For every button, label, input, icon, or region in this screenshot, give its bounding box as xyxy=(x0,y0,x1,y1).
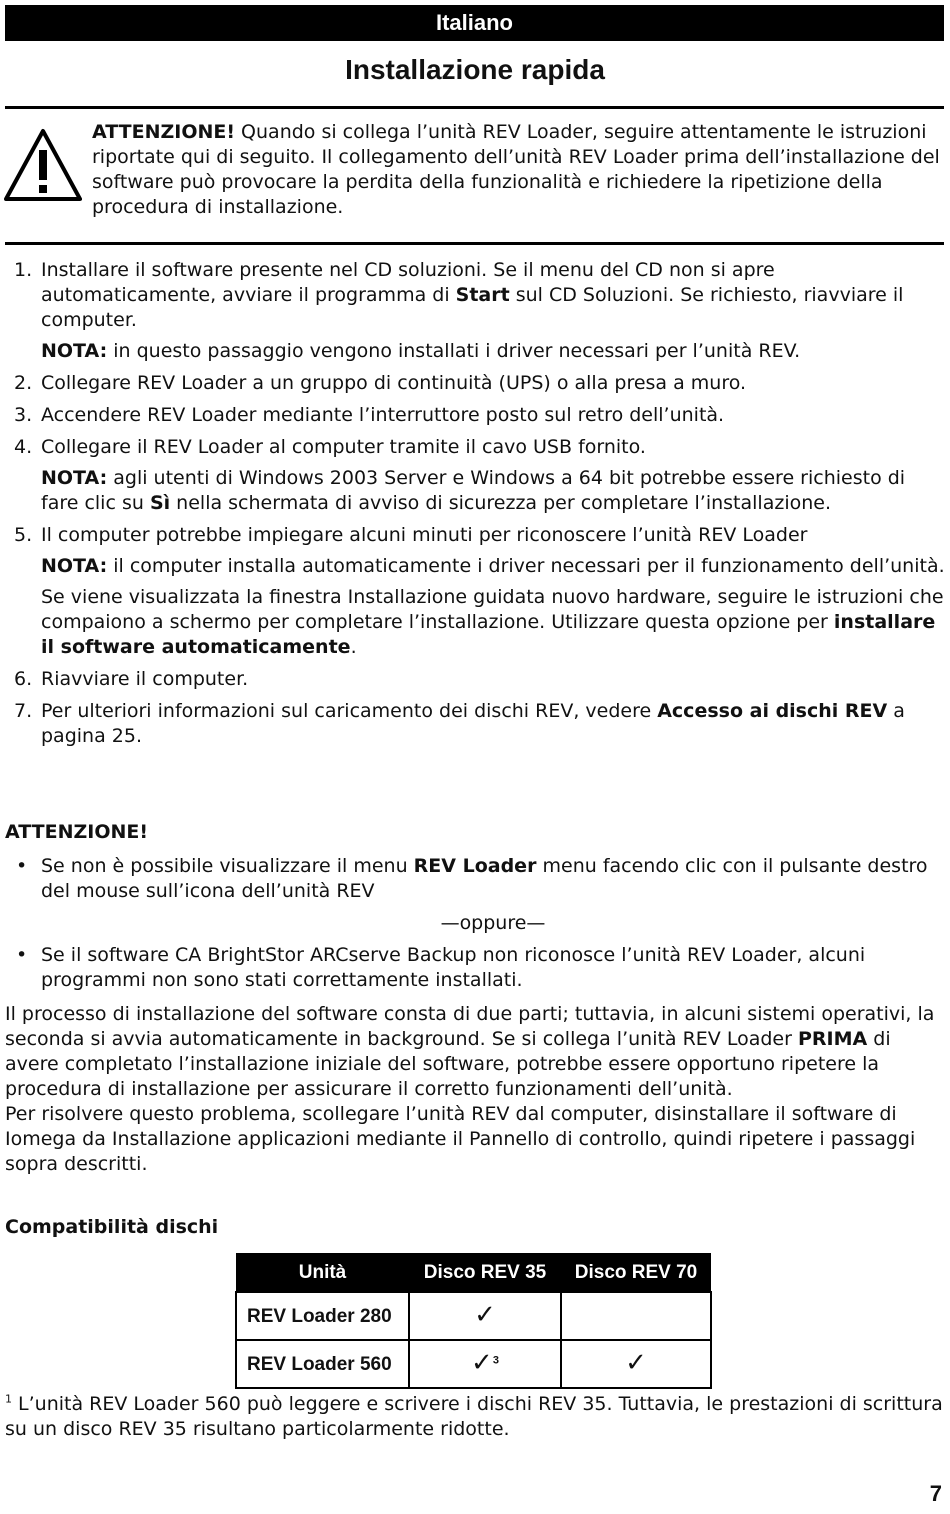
column-header: Unità xyxy=(236,1253,409,1292)
step-text: Collegare il REV Loader al computer tramite il cavo USB fornito. xyxy=(41,436,646,458)
check-icon: ✓ xyxy=(474,1299,496,1329)
paragraph-emphasis: PRIMA xyxy=(797,1028,868,1050)
step-4-note xyxy=(5,466,945,516)
step-5-extra xyxy=(5,585,945,660)
step-number: 2. xyxy=(14,372,33,394)
step-text: Collegare REV Loader a un gruppo di continuità (UPS) o alla presa a muro. xyxy=(41,372,747,394)
compatibility-heading: Compatibilità dischi xyxy=(5,1216,219,1238)
note-text: agli utenti di Windows 2003 Server e Windows a 64 bit potrebbe essere richiesto di fare clic su xyxy=(41,467,906,514)
install-steps xyxy=(5,258,945,756)
step-5 xyxy=(5,523,945,548)
note-label: NOTA: xyxy=(41,555,108,577)
step-number: 7. xyxy=(14,700,33,722)
attention-bullet-2 xyxy=(5,943,945,993)
table-row xyxy=(236,1292,711,1340)
check-icon: ✓ xyxy=(471,1347,493,1377)
row-name: REV Loader 280 xyxy=(236,1292,409,1340)
oppure-separator: —oppure— xyxy=(440,912,546,934)
step-number: 3. xyxy=(14,404,33,426)
divider-top xyxy=(5,106,944,109)
footnote-mark: 1 xyxy=(5,1392,12,1406)
note-text: nella schermata di avviso di sicurezza per completare l’installazione. xyxy=(170,492,832,514)
step-text: Accendere REV Loader mediante l’interruttore posto sul retro dell’unità. xyxy=(41,404,725,426)
column-header: Disco REV 70 xyxy=(561,1253,711,1292)
note-text: . xyxy=(350,636,357,658)
row-name: REV Loader 560 xyxy=(236,1340,409,1388)
step-link-text: Accesso ai dischi REV xyxy=(657,700,888,722)
note-label: NOTA: xyxy=(41,340,108,362)
check-cell xyxy=(409,1340,561,1388)
warning-body: Quando si collega l’unità REV Loader, seguire attentamente le istruzioni riportate qui di seguito. Il collegamento dell’unità REV Loader prima dell’installazione del software può provocare la perdita della funzionalità e richiedere la ripetizione della procedura di installazione. xyxy=(92,121,940,218)
attention-bullet-1 xyxy=(5,854,945,904)
step-2 xyxy=(5,371,945,396)
page-number: 7 xyxy=(929,1481,942,1506)
step-text: Per ulteriori informazioni sul caricamento dei dischi REV, vedere xyxy=(41,700,658,722)
footnote-text: L’unità REV Loader 560 può leggere e scrivere i dischi REV 35. Tuttavia, le prestazioni di scrittura su un disco REV 35 risultano particolarmente ridotte. xyxy=(5,1393,943,1440)
table-row xyxy=(236,1340,711,1388)
language-banner: Italiano xyxy=(5,5,944,41)
note-label: NOTA: xyxy=(41,467,108,489)
table-header-row xyxy=(236,1253,711,1292)
paragraph-text: Il processo di installazione del software consta di due parti; tuttavia, in alcuni sistemi operativi, la seconda si avvia automaticamente in background. Se si collega l’unità REV Loader xyxy=(5,1003,935,1050)
bullet-text: Se non è possibile visualizzare il menu xyxy=(41,855,414,877)
step-1 xyxy=(5,258,945,333)
divider-warning xyxy=(5,242,944,245)
compatibility-table xyxy=(235,1253,712,1389)
explanation-paragraph xyxy=(5,1002,945,1177)
column-header: Disco REV 35 xyxy=(409,1253,561,1292)
step-text: Riavviare il computer. xyxy=(41,668,249,690)
note-text: Se viene visualizzata la finestra Installazione guidata nuovo hardware, seguire le istruzioni che compaiono a schermo per completare l’installazione. Utilizzare questa opzione per xyxy=(41,586,944,633)
bullet-text: menu facendo clic con il pulsante destro del mouse sull’icona dell’unità REV xyxy=(41,855,928,902)
note-text: in questo passaggio vengono installati i driver necessari per l’unità REV. xyxy=(107,340,801,362)
step-text: sul CD Soluzioni. Se richiesto, riavviare il computer. xyxy=(41,284,904,331)
paragraph-text: di avere completato l’installazione iniziale del software, potrebbe essere opportuno ripetere la procedura di installazione per assicurare il corretto funzionamenti dell’unità. xyxy=(5,1028,891,1100)
check-sup: 3 xyxy=(492,1354,499,1367)
step-emphasis: Start xyxy=(455,284,510,306)
step-number: 6. xyxy=(14,668,33,690)
attention-heading: ATTENZIONE! xyxy=(5,821,149,843)
step-text: Il computer potrebbe impiegare alcuni minuti per riconoscere l’unità REV Loader xyxy=(41,524,808,546)
step-4 xyxy=(5,435,945,460)
step-3 xyxy=(5,403,945,428)
step-number: 4. xyxy=(14,436,33,458)
step-number: 1. xyxy=(14,259,33,281)
footnote xyxy=(5,1392,945,1442)
check-cell xyxy=(561,1292,711,1340)
check-cell xyxy=(409,1292,561,1340)
step-7 xyxy=(5,699,945,749)
note-emphasis: installare il software automaticamente xyxy=(41,611,936,658)
check-icon: ✓ xyxy=(625,1347,647,1377)
warning-label: ATTENZIONE! xyxy=(92,121,236,143)
step-5-note xyxy=(5,554,945,579)
step-text: a pagina 25. xyxy=(41,700,905,747)
note-text: il computer installa automaticamente i driver necessari per il funzionamento dell’unità. xyxy=(107,555,945,577)
paragraph-1 xyxy=(5,1002,945,1102)
page-title: Installazione rapida xyxy=(345,54,605,85)
bullet-emphasis: REV Loader xyxy=(413,855,537,877)
warning-text xyxy=(92,120,944,220)
step-6 xyxy=(5,667,945,692)
bullet-text: Se il software CA BrightStor ARCserve Backup non riconosce l’unità REV Loader, alcuni programmi non sono stati correttamente installati. xyxy=(41,944,866,991)
note-emphasis: Sì xyxy=(149,492,171,514)
step-1-note xyxy=(5,339,945,364)
paragraph-2: Per risolvere questo problema, scollegare l’unità REV dal computer, disinstallare il software di Iomega da Installazione applicazioni mediante il Pannello di controllo, quindi ripetere i passaggi sopra descritti. xyxy=(5,1103,916,1175)
step-text: Installare il software presente nel CD soluzioni. Se il menu del CD non si apre automaticamente, avviare il programma di xyxy=(41,259,775,306)
step-number: 5. xyxy=(14,524,33,546)
attention-list xyxy=(5,854,945,1000)
warning-triangle-icon xyxy=(4,128,82,202)
bullet-icon: • xyxy=(16,855,28,877)
check-cell xyxy=(561,1340,711,1388)
bullet-icon: • xyxy=(16,944,28,966)
